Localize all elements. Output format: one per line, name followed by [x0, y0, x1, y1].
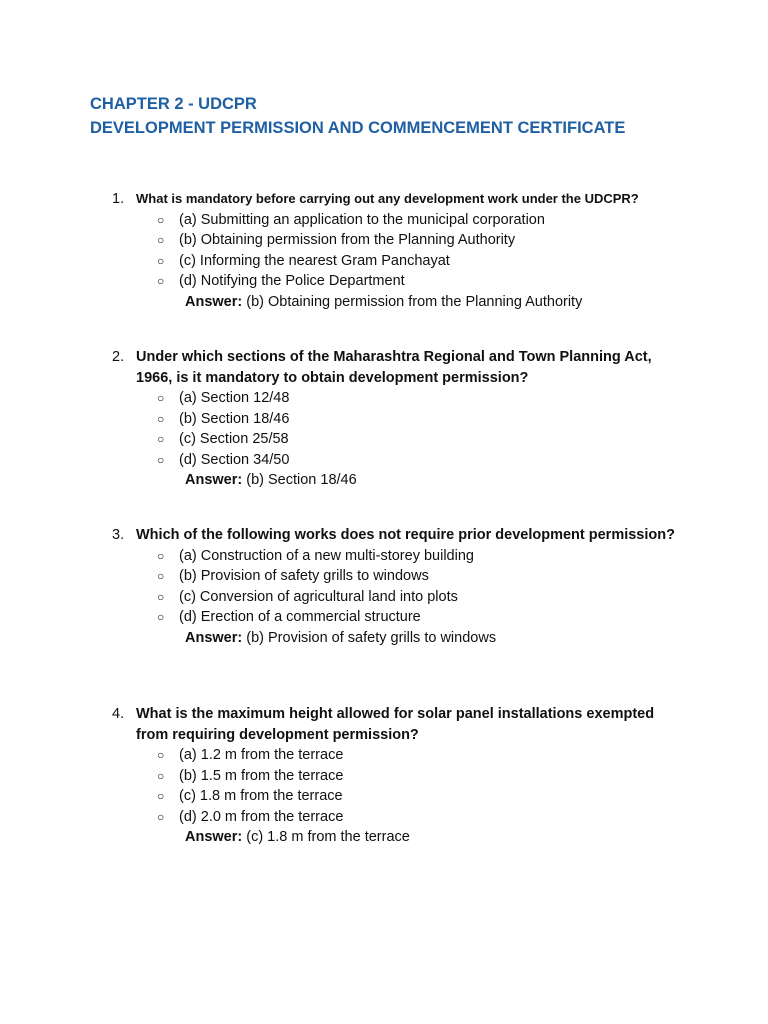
option-item: ○ (a) Submitting an application to the municipal corporation — [112, 210, 692, 231]
question-3 — [112, 525, 692, 648]
options-list — [112, 745, 692, 827]
circle-bullet-icon: ○ — [157, 589, 165, 604]
option-item: ○ (d) Erection of a commercial structure — [112, 607, 692, 628]
question-text: Under which sections of the Maharashtra Regional and Town Planning Act, 1966, is it mandatory to obtain development permission? — [136, 349, 652, 386]
option-item: ○ (c) Informing the nearest Gram Panchayat — [112, 251, 692, 272]
question-4 — [112, 704, 692, 848]
option-item: ○ (d) 2.0 m from the terrace — [112, 807, 692, 828]
option-item: ○ (a) Construction of a new multi-storey building — [112, 546, 692, 567]
option-item: ○ (b) Section 18/46 — [112, 409, 692, 430]
circle-bullet-icon: ○ — [157, 391, 165, 405]
answer-label: Answer: — [185, 629, 243, 646]
chapter-subtitle: DEVELOPMENT PERMISSION AND COMMENCEMENT CERTIFICATE — [90, 119, 626, 137]
option-item: ○ (d) Section 34/50 — [112, 450, 692, 471]
circle-bullet-icon: ○ — [157, 233, 165, 248]
answer-label: Answer: — [185, 293, 243, 310]
circle-bullet-icon: ○ — [157, 253, 165, 268]
answer-line — [185, 470, 692, 491]
options-list — [112, 388, 692, 470]
question-text: What is mandatory before carrying out any development work under the UDCPR? — [136, 191, 639, 206]
question-2 — [112, 347, 692, 491]
circle-bullet-icon: ○ — [157, 274, 165, 289]
circle-bullet-icon: ○ — [157, 411, 165, 426]
circle-bullet-icon: ○ — [157, 768, 165, 783]
answer-line — [185, 827, 692, 848]
circle-bullet-icon: ○ — [157, 610, 165, 625]
circle-bullet-icon: ○ — [157, 432, 165, 447]
circle-bullet-icon: ○ — [157, 212, 165, 227]
answer-text: (b) Obtaining permission from the Planning Authority — [246, 293, 583, 310]
question-number: 1. — [112, 191, 125, 207]
option-item: ○ (b) Provision of safety grills to windows — [112, 566, 692, 587]
chapter-title: CHAPTER 2 - UDCPR — [90, 95, 257, 113]
circle-bullet-icon: ○ — [157, 569, 165, 584]
option-item: ○ (d) Notifying the Police Department — [112, 271, 692, 292]
question-number: 3. — [112, 527, 125, 543]
circle-bullet-icon: ○ — [157, 548, 165, 563]
answer-text: (b) Provision of safety grills to windows — [246, 629, 497, 646]
question-1 — [112, 189, 692, 312]
circle-bullet-icon: ○ — [157, 452, 165, 467]
question-text: Which of the following works does not require prior development permission? — [136, 527, 675, 543]
option-item: ○ (a) 1.2 m from the terrace — [112, 745, 692, 766]
chapter-heading — [90, 92, 625, 140]
options-list — [112, 546, 692, 628]
answer-line — [185, 292, 692, 313]
answer-label: Answer: — [185, 472, 243, 489]
answer-line — [185, 628, 692, 649]
options-list — [112, 210, 692, 292]
circle-bullet-icon: ○ — [157, 748, 165, 762]
question-number: 2. — [112, 349, 125, 365]
option-item: ○ (b) 1.5 m from the terrace — [112, 766, 692, 787]
question-number: 4. — [112, 706, 125, 722]
option-item: ○ (a) Section 12/48 — [112, 388, 692, 409]
option-item: ○ (c) Conversion of agricultural land into plots — [112, 587, 692, 608]
question-text: What is the maximum height allowed for solar panel installations exempted from requiring development permission? — [136, 706, 655, 743]
option-item: ○ (b) Obtaining permission from the Planning Authority — [112, 230, 692, 251]
answer-text: (b) Section 18/46 — [246, 472, 357, 489]
answer-label: Answer: — [185, 829, 243, 846]
option-item: ○ (c) 1.8 m from the terrace — [112, 786, 692, 807]
option-item: ○ (c) Section 25/58 — [112, 429, 692, 450]
circle-bullet-icon: ○ — [157, 809, 165, 824]
circle-bullet-icon: ○ — [157, 789, 165, 804]
answer-text: (c) 1.8 m from the terrace — [246, 829, 410, 846]
